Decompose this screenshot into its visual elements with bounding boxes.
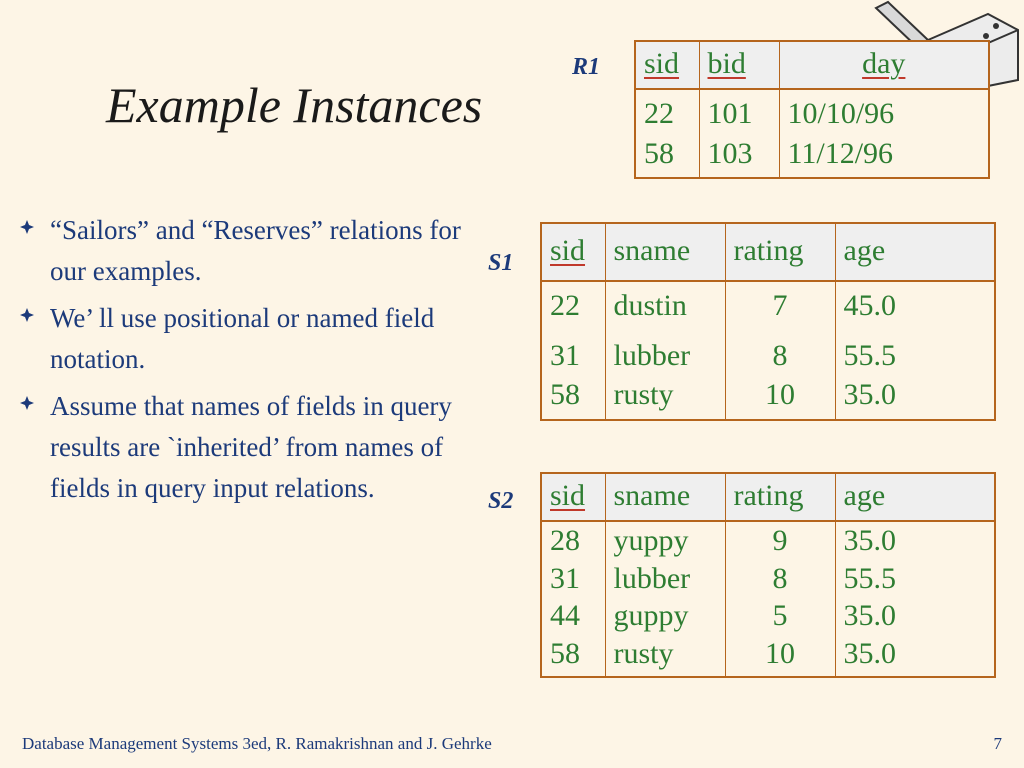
bullet-text: We’ ll use positional or named field notation.	[50, 303, 435, 375]
table-row	[541, 375, 995, 420]
diamond-bullet-icon	[20, 396, 34, 410]
table-cell: lubber	[605, 336, 725, 376]
bullet-item	[16, 210, 486, 292]
table-cell: 11/12/96	[787, 136, 894, 170]
table-cell: 10	[725, 635, 835, 678]
table-cell: 22	[635, 89, 699, 134]
page-number: 7	[993, 734, 1002, 753]
table-cell: 103	[699, 134, 779, 179]
table-cell: 35.0	[843, 599, 896, 632]
column-header: sid	[541, 473, 605, 521]
s1-label: S1	[488, 250, 514, 276]
table-cell: 58	[541, 635, 605, 678]
bullet-text: Assume that names of fields in query results are `inherited’ from names of fields in query input relations.	[50, 391, 452, 504]
column-header: sname	[605, 473, 725, 521]
column-header: rating	[725, 473, 835, 521]
s1-table	[540, 222, 996, 421]
table-row	[541, 560, 995, 598]
bullet-text: “Sailors” and “Reserves” relations for our examples.	[50, 215, 461, 287]
table-cell: 55.5	[843, 561, 896, 595]
table-cell: 8	[725, 336, 835, 376]
table-row	[635, 89, 989, 134]
column-header: age	[835, 473, 995, 521]
table-cell: 22	[541, 281, 605, 336]
table-cell: 10/10/96	[787, 97, 895, 130]
table-cell: 45.0	[843, 289, 896, 322]
bullet-item	[16, 298, 486, 380]
column-header: sname	[605, 223, 725, 281]
table-cell: 31	[541, 560, 605, 598]
slide-title: Example Instances	[106, 77, 483, 133]
table-cell: 58	[541, 375, 605, 420]
r1-label: R1	[572, 54, 601, 80]
table-cell: 35.0	[843, 636, 896, 670]
table-cell: rusty	[605, 635, 725, 678]
table-header-row	[541, 223, 995, 281]
table-cell: 9	[725, 521, 835, 560]
table-cell: 35.0	[843, 378, 896, 412]
diamond-bullet-icon	[20, 220, 34, 234]
table-cell: 35.0	[843, 524, 896, 557]
table-header-row	[541, 473, 995, 521]
table-row	[541, 521, 995, 560]
table-cell: yuppy	[605, 521, 725, 560]
table-cell: 31	[541, 336, 605, 376]
table-row	[541, 635, 995, 678]
column-header: day	[779, 41, 989, 89]
table-cell: rusty	[605, 375, 725, 420]
table-header-row	[635, 41, 989, 89]
table-row	[541, 281, 995, 336]
column-header: rating	[725, 223, 835, 281]
column-header: bid	[699, 41, 779, 89]
s2-table	[540, 472, 996, 678]
column-header: sid	[635, 41, 699, 89]
column-header: age	[835, 223, 995, 281]
table-cell: 58	[635, 134, 699, 179]
table-row	[635, 134, 989, 179]
table-cell: guppy	[605, 597, 725, 635]
table-cell: 28	[541, 521, 605, 560]
s2-label: S2	[488, 488, 514, 514]
bullet-list	[16, 210, 486, 515]
table-cell: 44	[541, 597, 605, 635]
table-cell: 10	[725, 375, 835, 420]
table-cell: 8	[725, 560, 835, 598]
table-row	[541, 597, 995, 635]
r1-table	[634, 40, 990, 179]
bullet-item	[16, 386, 486, 509]
table-cell: dustin	[605, 281, 725, 336]
column-header: sid	[541, 223, 605, 281]
diamond-bullet-icon	[20, 308, 34, 322]
slide-footer: Database Management Systems 3ed, R. Ramakrishnan and J. Gehrke	[22, 734, 492, 753]
table-cell: 55.5	[843, 338, 896, 372]
table-cell: 7	[725, 281, 835, 336]
table-cell: 101	[699, 89, 779, 134]
table-cell: lubber	[605, 560, 725, 598]
table-row	[541, 336, 995, 376]
table-cell: 5	[725, 597, 835, 635]
